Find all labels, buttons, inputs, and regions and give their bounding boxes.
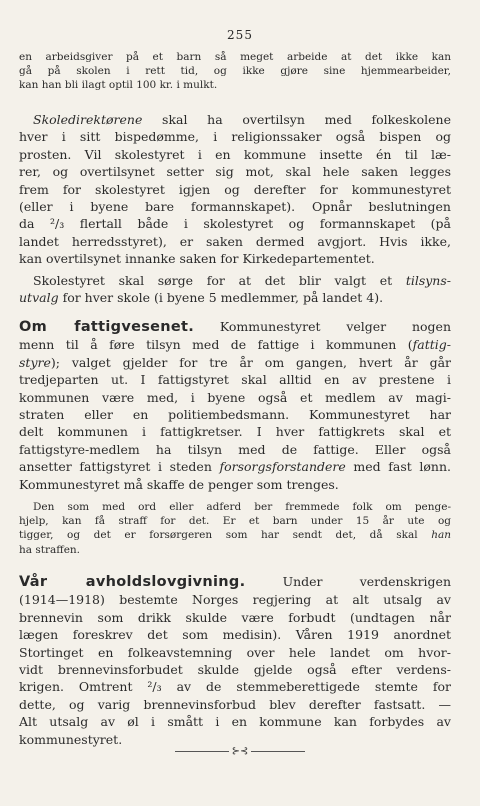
text-line: straten eller en politiembedsmann. Kommunestyret har: [19, 407, 451, 423]
text-line: brennevin som drikk skulde være forbudt (undtagen når: [19, 609, 451, 625]
fleuron-icon: ⊱⊰: [231, 745, 249, 757]
term-han: han: [431, 529, 451, 542]
text-segment: ); valget gjelder for tre år om gangen, hvert år går: [50, 354, 451, 370]
text-line: fattigstyre-medlem ha tilsyn med de fattige. Eller også: [19, 441, 451, 457]
text-line: Kommunestyret må skaffe de penger som trenges.: [19, 476, 339, 492]
text-line: rer, og overtilsynet setter sig mot, skal hele saken legges: [19, 164, 451, 180]
ornament-divider: [175, 745, 305, 757]
text-line: delt kommunen i fattigkretser. I hver fattigkrets skal et: [19, 424, 451, 440]
text-line: (1914—1918) bestemte Norges regjering at alt utsalg av: [19, 592, 451, 608]
text-line: (eller i byene bare formannskapet). Opnår beslutningen: [19, 199, 451, 215]
paragraph-school-directors: [19, 111, 451, 268]
note-begging: [19, 500, 451, 557]
text-line: [19, 272, 451, 289]
section-fattigvesenet: [19, 318, 451, 493]
paragraph-tilsynsutvalg: [19, 272, 451, 307]
text-line: [19, 458, 451, 475]
text-line: [19, 354, 451, 371]
page-number: 255: [227, 28, 253, 42]
text-line: [19, 573, 451, 591]
text-segment: menn til å føre tilsyn med de fattige i kommunen (: [19, 337, 413, 353]
text-line: [19, 111, 451, 128]
text-segment: ansetter fattigstyret i steden: [19, 459, 220, 475]
text-line: vidt brennevinsforbudet skulde gjelde også efter verdens-: [19, 662, 451, 678]
text-line: kan overtilsynet innanke saken for Kirkedepartementet.: [19, 251, 375, 267]
text-line: Stortinget en folkeavstemning over hele landet om hvor-: [19, 644, 451, 660]
text-line: da ²/₃ flertall både i skolestyret og formannskapet (på: [19, 216, 451, 232]
term-fattigstyre-cont: styre: [19, 354, 51, 370]
text-line: kommunen være med, i byene også et medlem av magi-: [19, 389, 451, 405]
term-tilsynsutvalg: tilsyns-: [405, 273, 451, 288]
text-line: kommunestyret.: [19, 731, 123, 747]
section-avholdslovgivning: [19, 573, 451, 748]
text-line: Alt utsalg av øl i smått i en kommune kan forbydes av: [19, 714, 451, 730]
term-forsorgsforstandere: forsorgsforstandere: [219, 459, 346, 475]
text-segment: Under verdenskrigen: [245, 574, 452, 589]
term-skoledirektorene: Skoledirektørene: [33, 112, 143, 127]
text-line: [19, 528, 451, 542]
text-segment: tigger, og det er forsørgeren som har sendt det, då skal: [19, 529, 432, 542]
text-segment: Skolestyret skal sørge for at det blir valgt et: [33, 273, 406, 288]
text-segment: for hver skole (i byene 5 medlemmer, på landet 4).: [58, 290, 384, 306]
text-segment: Kommunestyret velger nogen: [194, 319, 451, 334]
text-line: Den som med ord eller adferd ber fremmede folk om penge-: [33, 501, 451, 513]
text-line: ha straffen.: [19, 543, 81, 556]
text-line: landet herredsstyret), er saken dermed avgjort. Hvis ikke,: [19, 233, 451, 249]
paragraph-child-labour: [19, 50, 451, 93]
section-heading: Vår avholdslovgivning.: [19, 574, 246, 590]
text-line: tredjeparten ut. I fattigstyret skal alltid en av prestene i: [19, 372, 451, 388]
text-line: prosten. Vil skolestyret i en kommune insette én til læ-: [19, 146, 451, 162]
text-line: krigen. Omtrent ²/₃ av de stemmeberettigede stemte for: [19, 679, 451, 695]
text-segment: med fast lønn.: [345, 459, 451, 475]
text-segment: skal ha overtilsyn med folkeskolene: [142, 112, 451, 127]
text-line: kan han bli ilagt optil 100 kr. i mulkt.: [19, 79, 218, 92]
divider-rule: [175, 751, 229, 752]
text-line: frem for skolestyret igjen og derefter for kommunestyret: [19, 181, 451, 197]
section-heading: Om fattigvesenet.: [19, 319, 195, 335]
text-line: [19, 289, 451, 306]
term-fattigstyre: fattig-: [412, 337, 451, 353]
text-line: dette, og varig brennevinsforbud blev derefter fastsatt. —: [19, 696, 451, 712]
text-line: gå på skolen i rett tid, og ikke gjøre sine hjemmearbeider,: [19, 65, 451, 78]
divider-rule: [251, 751, 305, 752]
text-line: [19, 336, 451, 353]
text-line: hjelp, kan få straff for det. Er et barn under 15 år ute og: [19, 515, 451, 528]
text-line: lægen foreskrev det som medisin). Våren 1919 anordnet: [19, 627, 451, 643]
term-tilsynsutvalg-cont: utvalg: [19, 290, 59, 306]
text-line: hver i sitt bispedømme, i religionssaker også bispen og: [19, 129, 451, 145]
text-line: en arbeidsgiver på et barn så meget arbeide at det ikke kan: [19, 51, 451, 63]
text-line: [19, 318, 451, 336]
